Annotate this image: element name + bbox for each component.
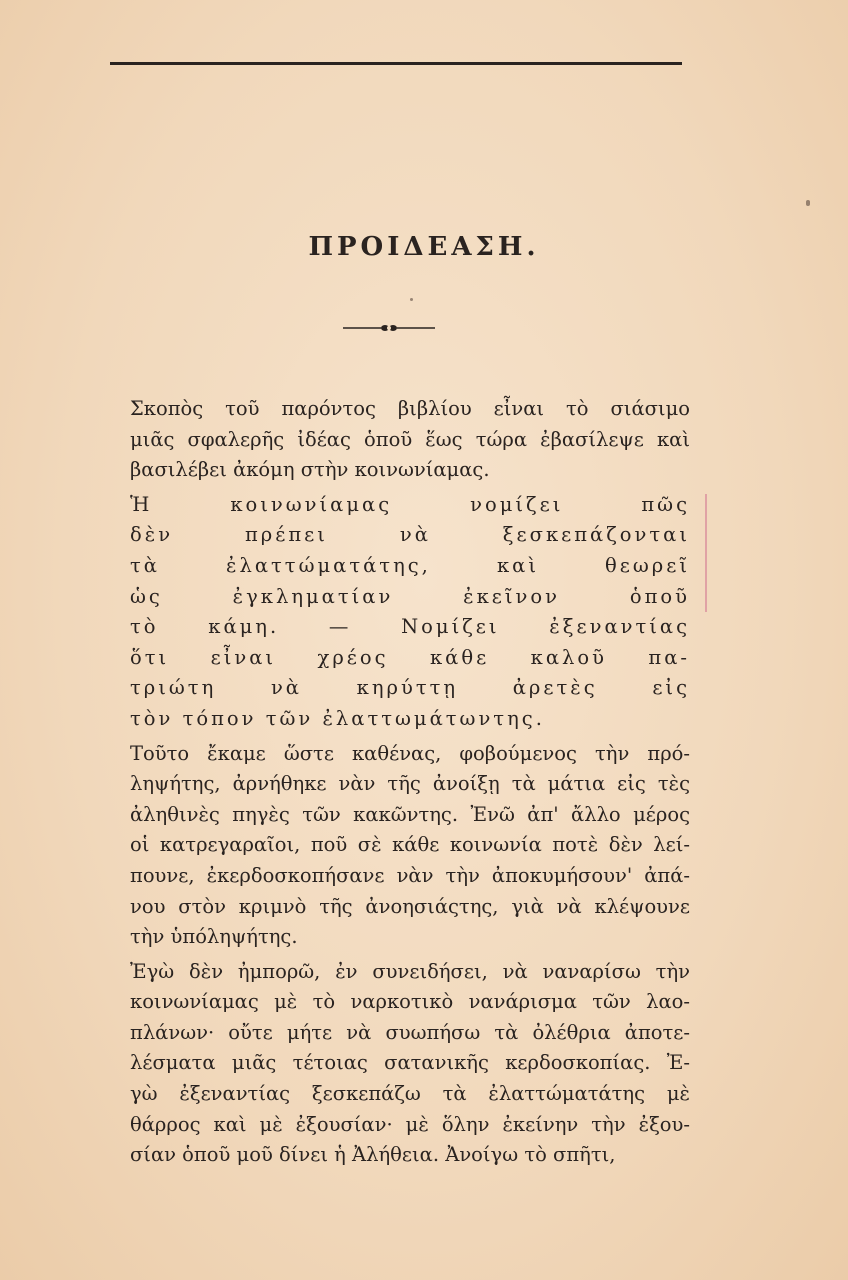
top-rule [110,62,682,65]
text-line: ληψήτης, ἀρνήθηκε νὰν τῆς ἀνοίξῃ τὰ μάτια εἰς τὲς [130,772,690,796]
text-line: τὴν ὑπόληψήτης. [130,925,298,949]
text-line: τὰ ἐλαττώματάτης, καὶ θεωρεῖ [130,553,690,577]
paragraph [130,739,690,953]
paragraph [130,490,690,735]
page-heading: ΠΡΟΙΔΕΑΣΗ. [308,232,540,262]
text-line: Σκοπὸς τοῦ παρόντος βιβλίου εἶναι τὸ σιάσιμο [130,397,690,420]
ornament-divider [343,322,435,334]
text-line: ὡς ἐγκληματίαν ἐκεῖνον ὁποῦ [130,584,690,608]
text-line: πουνε, ἐκερδοσκοπήσανε νὰν τὴν ἀποκυμήσουν' ἀπά- [130,863,690,887]
text-line: θάρρος καὶ μὲ ἐξουσίαν· μὲ ὅλην ἐκείνην τὴν ἐξου- [130,1112,690,1136]
text-line: ἀληθινὲς πηγὲς τῶν κακῶντης. Ἐνῶ ἀπ' ἄλλο μέρος [130,802,690,826]
text-line: Ἡ κοινωνίαμας νομίζει πῶς [130,492,690,516]
text-line: πλάνων· οὔτε μήτε νὰ συωπήσω τὰ ὀλέθρια ἀποτε- [130,1020,690,1044]
text-line: βασιλέβει ἀκόμη στὴν κοινωνίαμας. [130,458,490,482]
body-text [130,394,690,1171]
paper-speck [410,298,413,301]
text-line: τὸ κάμη. — Νομίζει ἐξεναντίας [130,615,690,639]
text-line: Ἐγὼ δὲν ἠμπορῶ, ἐν συνειδήσει, νὰ ναναρίσω τὴν [130,959,690,983]
text-line: νου στὸν κριμνὸ τῆς ἀνοησιάςτης, γιὰ νὰ κλέψουνε [130,894,690,918]
text-line: σίαν ὁποῦ μοῦ δίνει ἡ Ἀλήθεια. Ἀνοίγω τὸ σπῆτι, [130,1143,616,1167]
text-line: Τοῦτο ἔκαμε ὥστε καθένας, φοβούμενος τὴν πρό- [130,741,690,765]
text-line: μιᾶς σφαλερῆς ἰδέας ὁποῦ ἕως τώρα ἐβασίλεψε καὶ [130,427,690,451]
text-line: δὲν πρέπει νὰ ξεσκεπάζονται [130,523,690,547]
text-line: τριώτη νὰ κηρύττῃ ἀρετὲς εἰς [130,676,690,700]
text-line: τὸν τόπον τῶν ἐλαττωμάτωντης. [130,706,545,730]
margin-mark [705,494,707,612]
text-line: ὅτι εἶναι χρέος κάθε καλοῦ πα- [130,645,690,669]
text-line: οἱ κατρεγαραῖοι, ποῦ σὲ κάθε κοινωνία ποτὲ δὲν λεί- [130,833,690,857]
text-line: γὼ ἐξεναντίας ξεσκεπάζω τὰ ἐλαττώματάτης μὲ [130,1082,690,1106]
paragraph [130,394,690,486]
paper-speck [806,200,810,206]
paragraph [130,957,690,1171]
text-line: κοινωνίαμας μὲ τὸ ναρκοτικὸ νανάρισμα τῶν λαο- [130,990,690,1014]
text-line: λέσματα μιᾶς τέτοιας σατανικῆς κερδοσκοπίας. Ἐ- [130,1051,690,1075]
